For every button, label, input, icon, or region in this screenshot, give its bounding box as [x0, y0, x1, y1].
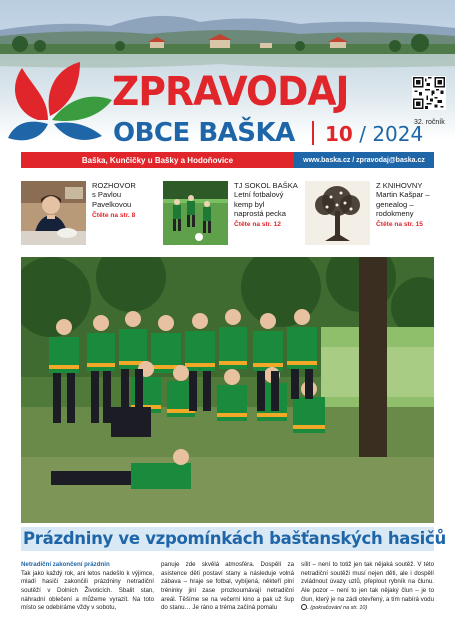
teaser-line: Letní fotbalový [234, 190, 284, 200]
teaser-line: naprostá pecka [234, 208, 286, 218]
teaser-library-tree-icon [305, 181, 370, 245]
teaser-line: TJ SOKOL BAŠKA [234, 181, 298, 190]
article-text: sílit – není to totiž jen tak nějaká soutěž. V této netradiční soutěži musí nejen děti, ale i dospělí zvládnout úvazy uzlů, přeplout rybník na člunu. Ale pozor – není to jen tak nějaký člun – je to člun, který je na zádi otevřený, a tím nabírá vodu [301, 561, 434, 603]
teaser-line: Martin Kašpar – [376, 190, 430, 200]
teaser-read-link[interactable]: Čtěte na str. 15 [376, 221, 423, 228]
issue-year: 2024 [372, 122, 424, 146]
qr-code-icon[interactable] [412, 76, 446, 110]
issue-separator: / [359, 122, 366, 146]
header-banner [21, 152, 434, 168]
teaser-sokol-text [234, 181, 306, 245]
newsletter-subtitle: OBCE BAŠKA [113, 118, 295, 148]
newsletter-title: ZPRAVODAJ [112, 69, 349, 115]
article-text: Tak jako každý rok, ani letos nadešlo k výjimce, mladí hasiči zakončili prázdniny netradiční soutěží v Dolních Životicích. Sbalit stan, náhradní oblečení a můžeme vyrazit. Na toto místo se odebíráme vždy v sobotu, [21, 569, 154, 612]
leaf-logo-icon [8, 58, 114, 146]
volume-label: 32. ročník [414, 119, 445, 126]
teaser-library-text [376, 181, 448, 245]
smiley-icon [301, 604, 307, 610]
teaser-line: kemp byl [234, 199, 265, 209]
article-column-3: sílit – není to totiž jen tak nějaká soutěž. V této netradiční soutěži musí nejen děti, ale i dospělí zvládnout úvazy uzlů, přeplout rybník na člunu. Ale pozor – není to jen tak nějaký člun – je to člun, který je na zádi otevřený, a tím nabírá vodu . (pokračování na str. 10) [301, 561, 434, 612]
main-group-photo [21, 257, 434, 523]
article-lead: Netradiční zakončení prázdnin [21, 561, 110, 568]
teaser-read-link[interactable]: Čtěte na str. 12 [234, 221, 281, 228]
teaser-library[interactable] [305, 181, 448, 245]
article-body [21, 561, 434, 613]
teaser-line: genealog – [376, 199, 414, 209]
teaser-interview-text [92, 181, 164, 245]
teaser-interview[interactable] [21, 181, 164, 245]
article-column-1 [21, 561, 154, 613]
issue-number [325, 124, 423, 144]
issue-number-value: 10 [325, 122, 353, 146]
teaser-interview-photo [21, 181, 86, 245]
article-headline: Prázdniny ve vzpomínkách bašťanských hasičů [21, 527, 434, 551]
teaser-read-link[interactable]: Čtěte na str. 8 [92, 211, 136, 219]
banner-villages: Baška, Kunčičky u Bašky a Hodoňovice [21, 152, 294, 168]
teaser-sokol-photo [163, 181, 228, 245]
teaser-line: Pavelkovou [92, 199, 132, 209]
article-column-2 [161, 561, 294, 613]
title-divider [312, 121, 314, 145]
teaser-line: Z KNIHOVNY [376, 181, 423, 190]
banner-contacts[interactable]: www.baska.cz / zpravodaj@baska.cz [294, 152, 434, 168]
teaser-line: ROZHOVOR [92, 181, 136, 190]
teaser-line: s Pavlou [92, 190, 122, 200]
continuation-note[interactable]: (pokračování na str. 10) [310, 605, 368, 612]
article-text: panuje zde skvělá atmosféra. Dospělí za asistence děti postaví stany a následuje volná zábava – hraje se fotbal, vybíjená, někteří plní tréninky jiní zase prozkoumávají netradiční areál. Těšíme se na večerní kino a pak už šup do stanu… Je ráno a tréma začíná pomalu [161, 561, 294, 612]
teaser-line: rodokmeny [376, 208, 414, 218]
teaser-sokol[interactable] [163, 181, 306, 245]
